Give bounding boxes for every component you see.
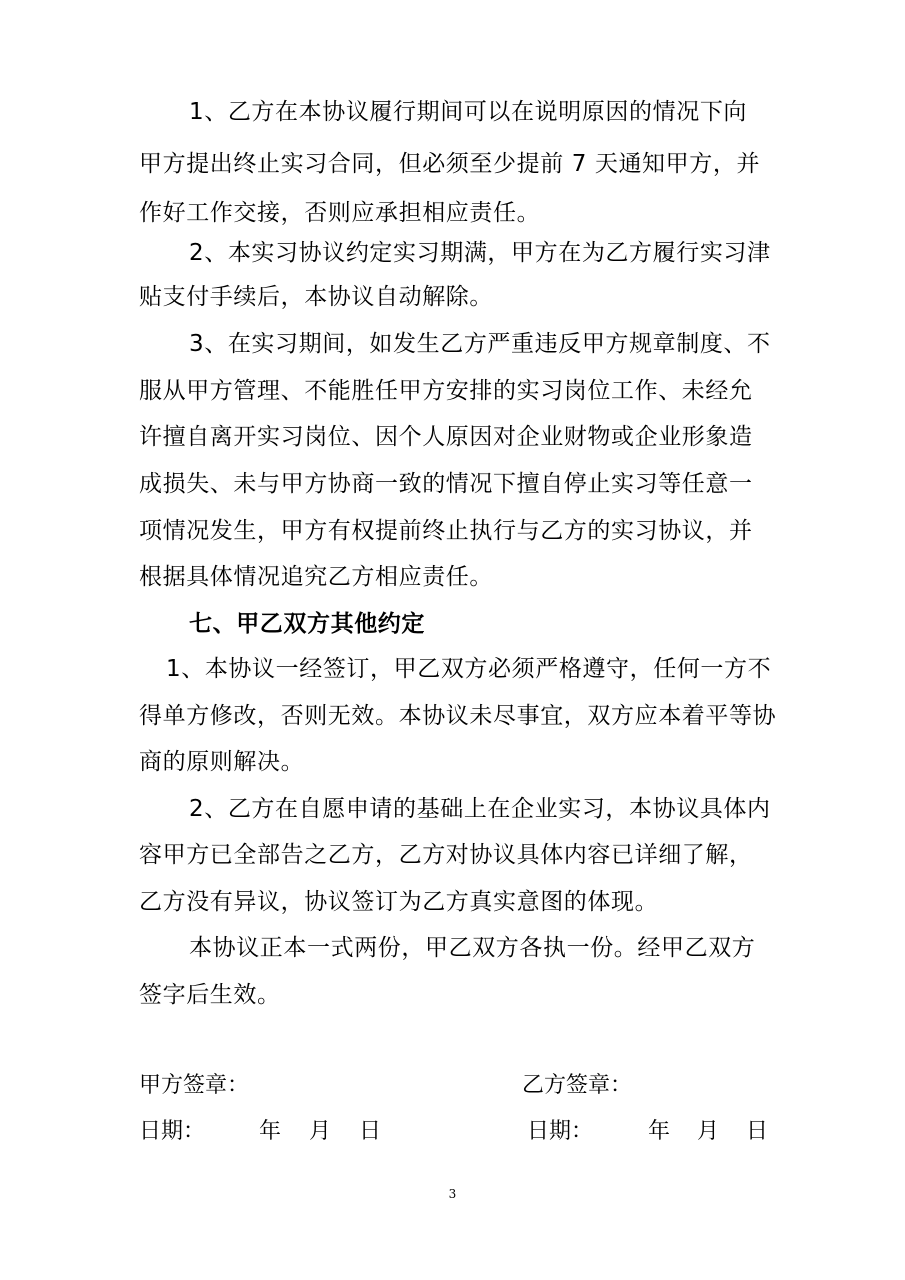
paragraph-line: 得单方修改，否则无效。本协议未尽事宜，双方应本着平等协 (139, 703, 777, 729)
paragraph-line: 服从甲方管理、不能胜任甲方安排的实习岗位工作、未经允 (139, 378, 753, 404)
paragraph-line: 2、乙方在自愿申请的基础上在企业实习，本协议具体内 (189, 796, 771, 822)
paragraph-line: 1、本协议一经签订，甲乙双方必须严格遵守，任何一方不 (166, 656, 772, 682)
party-a-seal-label: 甲方签章： (139, 1073, 250, 1098)
party-a-day: 日 (359, 1119, 382, 1144)
party-b-month: 月 (697, 1119, 720, 1144)
party-a-year: 年 (259, 1119, 282, 1144)
paragraph-line: 3、在实习期间，如发生乙方严重违反甲方规章制度、不 (189, 331, 771, 357)
paragraph-line: 贴支付手续后，本协议自动解除。 (139, 284, 493, 310)
party-b-date-label: 日期： (527, 1119, 594, 1144)
section-heading: 七、甲乙双方其他约定 (189, 611, 425, 637)
paragraph-line: 乙方没有异议，协议签订为乙方真实意图的体现。 (139, 889, 659, 915)
paragraph-line: 本协议正本一式两份，甲乙双方各执一份。经甲乙双方 (189, 935, 756, 961)
page-number: 3 (448, 1187, 457, 1201)
party-b-year: 年 (648, 1119, 671, 1144)
paragraph-line: 1、乙方在本协议履行期间可以在说明原因的情况下向 (189, 99, 748, 125)
paragraph-line: 甲方提出终止实习合同，但必须至少提前 7 天通知甲方，并 (139, 151, 761, 177)
paragraph-line: 根据具体情况追究乙方相应责任。 (139, 564, 493, 590)
paragraph-line: 成损失、未与甲方协商一致的情况下擅自停止实习等任意一 (139, 471, 753, 497)
paragraph-line: 签字后生效。 (139, 982, 281, 1008)
party-a-month: 月 (309, 1119, 332, 1144)
party-b-day: 日 (746, 1119, 769, 1144)
paragraph-line: 许擅自离开实习岗位、因个人原因对企业财物或企业形象造 (139, 424, 753, 450)
paragraph-line: 商的原则解决。 (139, 749, 305, 775)
paragraph-line: 容甲方已全部告之乙方，乙方对协议具体内容已详细了解， (139, 842, 753, 868)
party-a-date-label: 日期： (139, 1119, 206, 1144)
paragraph-line: 项情况发生，甲方有权提前终止执行与乙方的实习协议，并 (139, 518, 753, 544)
party-b-seal-label: 乙方签章： (522, 1073, 633, 1098)
paragraph-line: 2、本实习协议约定实习期满，甲方在为乙方履行实习津 (189, 240, 771, 266)
paragraph-line: 作好工作交接，否则应承担相应责任。 (139, 200, 541, 226)
